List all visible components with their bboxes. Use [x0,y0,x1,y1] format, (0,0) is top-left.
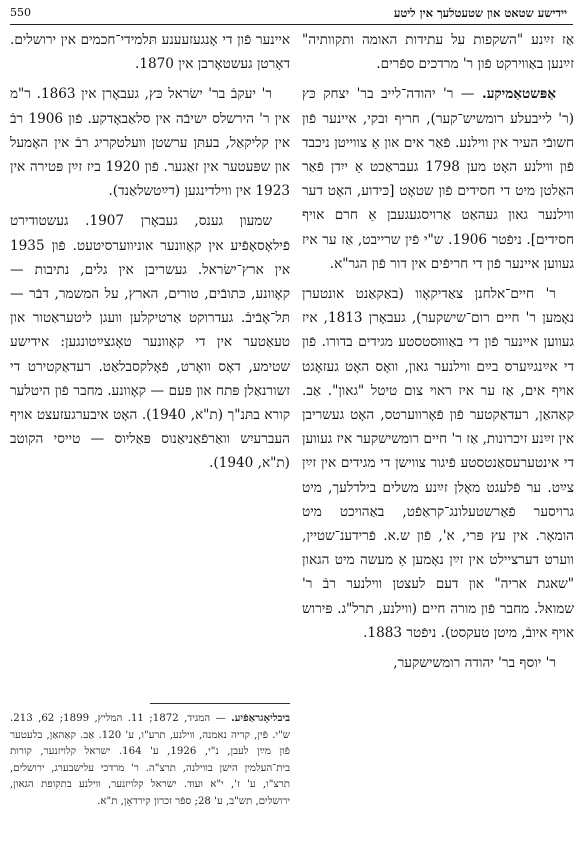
entry-paragraph: ר' יעקבֿ בר' ישׂראל כּץ, געבאָרן אין 1863. ר"מ אין ר' הירשלס ישיבֿה אין סלאַבאָדקע. פֿון 1906 רבֿ אין קליקאַל, בעתּן ערשטן וועלטקריג רבֿ אין האָמעל און שפּעטער אין זאַגער. פֿון 1920 ביז זײַן פּטירה אין 1923 אין ווילדינגען (דײַטשלאַנד). [10,86,290,200]
bibliography-text: — המגיד, 1872; 11. המליץ, 1899; 62, 213. ש"י. פֿין, קריה נאמנה, ווילנע, תרע"ו, ע' 120. אַב. קאַהאַן, בלעטער פֿון מײַן לעבן, נ"י, 1926, ע' 164. ישראל קלויזנער, קורות בית־העלמין הישן בווילנה, תרצ"ה. ר' מרדכי עלישבערג, ירושלים, תרצ"ו, ע' ז', י"א ועוד. ישראל קלויזנער, ווילנע בתקופת הגאון, ירושלים, תש"ב, ע' 28; ספֿר זכרון קירדאָן, ת"א. [10,713,290,807]
entry-heading: אַפּשטאַמיקע. [481,86,556,103]
bibliography-heading: ביבליאָגראַפֿיע. [231,712,290,724]
entry-paragraph: ר' חיים־אלחנן צאַדיקאָוו (באַקאַנט אונטערן נאָמען ר' חיים רום־שישקער), געבאָרן 1813, איז געווען איינער פֿון די באַוווּסטסטע מגידים בדורו. פֿון די אײַנגײַערס בײַם ווילנער גאון, וואָס האָט געזאָגט אויף אים, אַז ער איז ראוי צום טיטל "גאון". אַב. קאַהאַן, רעדאַקטער פֿון פֿאָרווערטס, האָט געשריבן אין זײַנע זיכרונות, אַז ר' חיים רומשישקער איז געווען די אינטערעסאַנטסטע פֿיגור צווישן די מגידים אין זײַן צײַט. ער פֿלעגט מאָלן זײַנע משלים בילדלעך, מיט גרויסער פֿאַרשטעלונג־קראַפֿט, באַהויכט מיט הומאָר. אין עץ פּרי, א', פֿון ש.א. פֿרידענ־שטיין, ווערט דערציילט אין זײַן נאָמען אַ מעשה מיט הגאון "שאגת אריה" און דעם לעצטן ווילנער רבֿ ר' שמואל. מחבר פֿון מורה חיים (ווילנע, תרל"ג. פּירוש אויף איובֿ, מיטן טעקסט). ניפֿטר 1883. [302,286,574,641]
continuation-paragraph: איינער פֿון די אָנגעזעענע תּלמידי־חכמים אין ירושלים. דאָרטן געשטאָרבן אין 1870. [10,32,290,73]
continuation-paragraph: אַז זײַנע "השקפות על עתידות האומה ותקוותיה" זײַנען באַווירקט פֿון ר' מרדכים ספֿרים. [302,32,574,73]
header-rule [10,24,573,25]
left-column [10,28,290,638]
entry-body: — ר' יהודה־לייב בר' יצחק כּץ (ר' לייבעלע רומשיש־קער), חריף ובקי, איינער פֿון חשובֿי העיר אין ווילנע. פֿאַר אים און אַ צווייטן ניכבד פֿון ווילנע האָט מען 1798 געבראַכט אַ ייִדן פֿאַר האַלטן מיט די חסידים פֿון שטאָט [כּידוע, האָט דער ווילנער גאון געהאַט אַרויסגעגעבן אַ חרם אויף חסידים]. ניפֿטר 1906. ש"י פֿין שרייבט, אַז ער איז געווען איינער פֿון די חריפֿים אין דור פֿון הגר"א. [302,86,574,272]
entry-paragraph: ר' יוסף בר' יהודה רומשישקער, [393,655,556,672]
page-number: 550 [10,6,31,19]
entry-paragraph [302,82,574,276]
running-title: יידישע שטאט און שטעטלעך אין ליטע [393,6,567,20]
entry-paragraph: שמעון גענס, געבאָרן 1907. געשטודירט פֿילאָסאָפֿיע אין קאָוונער אוניווערסיטעט. פֿון 1935 אין ארץ־ישׂראל. געשריבן אין גלים, נתיבות — קאָוונע, כּתובֿים, טורים, הארץ, על המשמר, דבֿר — תּל־אָבֿיבֿ. געדרוקט אַרטיקלען וועגן ליטעראַטור און טעאַטער אין די קאָוונער טאָגצײַטונגען: אידישע שטימע, דאָס וואָרט, פֿאָלקסבלאַט. רעדאַקטירט די זשורנאַלן פּתח און פּעם — קאָוונע. מחבר פֿון היטלער קורא בתּנ"ך (ת"א, 1940). האָט איבערגעזעצט אויף העברעיִש וואַרפֿאַניאַנוס פּאַליוס — טייסי הקוטב (ת"א, 1940). [10,213,290,472]
footnote-rule [150,703,290,704]
bibliography [10,710,290,865]
right-column [302,28,574,863]
